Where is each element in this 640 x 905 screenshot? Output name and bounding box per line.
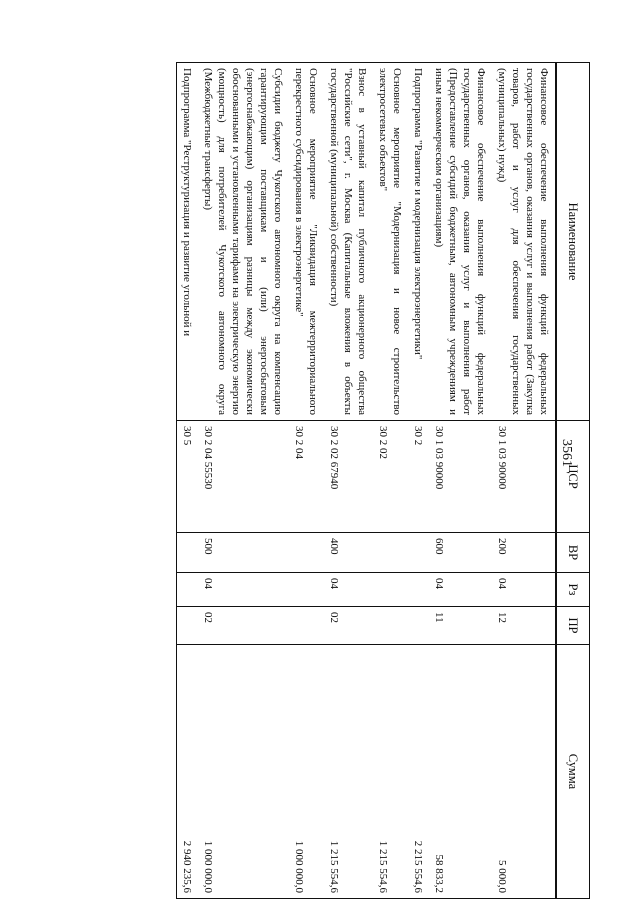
table-row [429, 63, 492, 899]
cell-pr: 11 [429, 607, 492, 645]
cell-vr [177, 533, 199, 573]
cell-name: Взнос в уставный капитал публичного акционерного общества "Российские сети", г. Москва (Капитальные вложения в объекты государственной (муниципальной) собственности) [324, 63, 373, 421]
cell-csr: 30 2 04 55530 [198, 421, 289, 533]
header-name: Наименование [556, 63, 590, 421]
cell-csr: 30 1 03 90000 [492, 421, 556, 533]
cell-vr: 400 [324, 533, 373, 573]
header-csr: ЦСР [556, 421, 590, 533]
cell-pr: 02 [324, 607, 373, 645]
cell-name: Подпрограмма "Реструктуризация и развитие угольной и [177, 63, 199, 421]
cell-rz: 04 [198, 573, 289, 607]
budget-table [176, 62, 590, 899]
cell-sum: 2 940 235,6 [177, 645, 199, 899]
cell-sum: 5 000,0 [492, 645, 556, 899]
cell-vr [289, 533, 324, 573]
cell-name: Основное мероприятие "Ликвидация межтерриториального перекрестного субсидирования в электроэнергетике" [289, 63, 324, 421]
cell-pr [408, 607, 429, 645]
header-sum: Сумма [556, 645, 590, 899]
cell-csr: 30 2 02 67940 [324, 421, 373, 533]
cell-name: Подпрограмма "Развитие и модернизация электроэнергетики" [408, 63, 429, 421]
header-pr: ПР [556, 607, 590, 645]
table-row [177, 63, 199, 899]
header-rz: Рз [556, 573, 590, 607]
table-row [492, 63, 556, 899]
cell-sum: 58 833,2 [429, 645, 492, 899]
cell-vr [373, 533, 408, 573]
cell-vr: 200 [492, 533, 556, 573]
cell-sum: 2 215 554,6 [408, 645, 429, 899]
cell-name: Основное мероприятие "Модернизация и новое строительство электросетевых объектов" [373, 63, 408, 421]
rotated-table-container [60, 62, 590, 898]
cell-pr [289, 607, 324, 645]
cell-name: Субсидии бюджету Чукотского автономного округа на компенсацию гарантирующим поставщикам и (или) энергосбытовым (энергоснабжающим) организациям разницы между экономически обоснованными и установленными тарифами на электрическую энергию (мощность) для потребителей Чукотского автономного округа (Межбюджетные трансферты) [198, 63, 289, 421]
cell-rz: 04 [429, 573, 492, 607]
table-header-row [556, 63, 590, 899]
cell-vr [408, 533, 429, 573]
cell-sum: 1 215 554,6 [373, 645, 408, 899]
cell-sum: 1 215 554,6 [324, 645, 373, 899]
cell-csr: 30 2 04 [289, 421, 324, 533]
cell-name: Финансовое обеспечение выполнения функций федеральных государственных органов, оказания услуг и выполнения работ (Закупка товаров, работ и услуг для обеспечения государственных (муниципальных) нужд) [492, 63, 556, 421]
cell-name: Финансовое обеспечение выполнения функций федеральных государственных органов, оказания услуг и выполнения работ (Предоставление субсидий бюджетным, автономным учреждениям и иным некоммерческим организациям) [429, 63, 492, 421]
cell-rz [289, 573, 324, 607]
cell-rz [177, 573, 199, 607]
cell-pr [177, 607, 199, 645]
cell-rz: 04 [324, 573, 373, 607]
cell-csr: 30 5 [177, 421, 199, 533]
cell-csr: 30 1 03 90000 [429, 421, 492, 533]
cell-pr: 02 [198, 607, 289, 645]
header-vr: ВР [556, 533, 590, 573]
table-row [198, 63, 289, 899]
cell-vr: 600 [429, 533, 492, 573]
table-row [324, 63, 373, 899]
cell-rz [373, 573, 408, 607]
cell-rz [408, 573, 429, 607]
page-number: 3561 [559, 439, 574, 467]
cell-sum: 1 000 000,0 [198, 645, 289, 899]
table-row [373, 63, 408, 899]
cell-csr: 30 2 02 [373, 421, 408, 533]
table-row [408, 63, 429, 899]
cell-sum: 1 000 000,0 [289, 645, 324, 899]
cell-csr: 30 2 [408, 421, 429, 533]
cell-pr [373, 607, 408, 645]
cell-pr: 12 [492, 607, 556, 645]
table-row [289, 63, 324, 899]
cell-vr: 500 [198, 533, 289, 573]
cell-rz: 04 [492, 573, 556, 607]
